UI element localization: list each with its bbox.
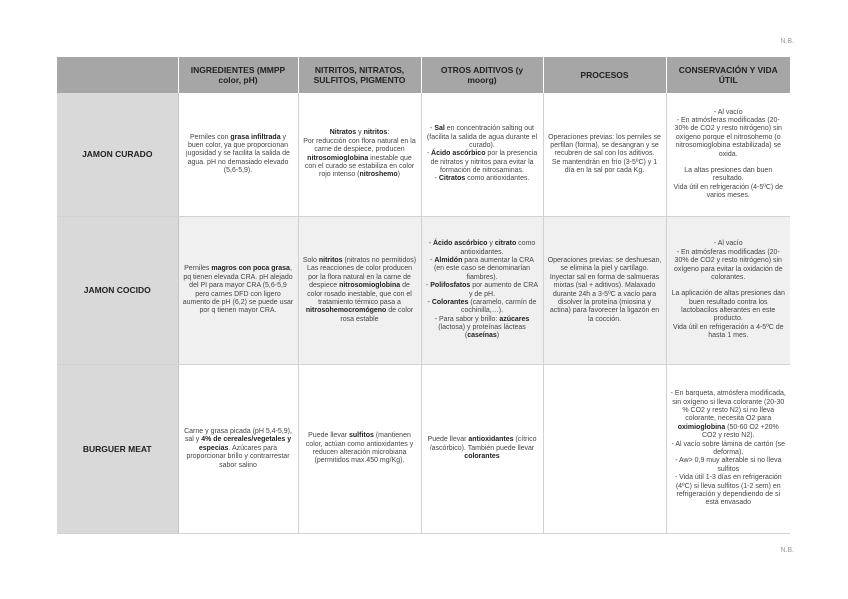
cell-paragraph (183, 265, 294, 315)
cell-procesos (543, 365, 666, 534)
row-label: JAMON COCIDO (57, 217, 178, 365)
cell-text: Puede llevar (427, 436, 469, 444)
cell-bold-text: 4% de cereales/vegetales y especias (198, 436, 292, 452)
header-nitritos: NITRITOS, NITRATOS, SULFITOS, PIGMENTO (298, 57, 421, 93)
page-label-bottom: N.B. (780, 547, 794, 554)
cell-text: Perniles con (189, 133, 231, 141)
row-label: BURGUER MEAT (57, 365, 178, 534)
cell-bold-text: antioxidantes (468, 436, 514, 444)
cell-paragraph (671, 390, 787, 507)
cell-text: para aumentar la CRA (en este caso se denominarían fiambres). (433, 256, 534, 281)
cell-bold-text: colorantes (464, 453, 500, 461)
cell-text: - Al vacío sobre lámina de cartón (se deforma). (671, 440, 786, 456)
cell-procesos (543, 93, 666, 217)
cell-bold-text: citrato (494, 240, 517, 248)
cell-paragraph (548, 257, 662, 324)
cell-text: La altas presiones dan buen resultado. (684, 166, 773, 183)
cell-paragraph (183, 428, 294, 470)
cell-paragraph (671, 109, 787, 159)
table-row (57, 365, 790, 534)
cell-bold-text: nitritos (363, 129, 388, 137)
cell-nitritos (298, 365, 421, 534)
cell-text: como antioxidantes. (465, 175, 530, 183)
cell-bold-text: nitrosomioglobina (339, 282, 401, 290)
table-row (57, 217, 790, 365)
cell-bold-text: nitroshemo (359, 171, 398, 179)
cell-nitritos (298, 217, 421, 365)
cell-text: Inyectar sal en forma de salmueras mixtas (sal + aditivos). Malaxado durante 24h a 3-5ºC a vacío para disolver la proteína (miosina y actina) para favorecer la ligazón en la cocción. (549, 273, 660, 323)
cell-text: Las reacciones de color producen por la flora natural en la carne de despiece (306, 265, 413, 290)
cell-text: - (427, 298, 432, 306)
cell-text: inestable que con el curado se estabiliza en color rojo intenso ( (304, 154, 415, 179)
cell-text: - Al vacío (713, 108, 743, 116)
header-row (57, 57, 790, 93)
cell-text: (cítrico /ascórbico). También puede llevar (429, 436, 537, 452)
cell-text: - (430, 256, 435, 264)
cell-bold-text: Almidón (434, 256, 463, 264)
cell-paragraph (671, 167, 787, 201)
cell-otros-aditivos (421, 93, 543, 217)
cell-text: Carne y grasa picada (pH 5,4-5,9), sal y (184, 428, 292, 444)
cell-bold-text: nitrosomioglobina (307, 154, 369, 162)
row-label: JAMON CURADO (57, 93, 178, 217)
table-row (57, 93, 790, 217)
cell-text: Por reducción con flora natural en la carne de despiece, producen (303, 137, 416, 154)
cell-bold-text: Nitratos (329, 129, 357, 137)
cell-otros-aditivos (421, 365, 543, 534)
cell-text: (mantienen color, actúan como antioxidantes y reducen alteración microbiana (permitidos max.450 mg/Kg). (305, 432, 414, 465)
cell-text: de color rosa estable (340, 307, 414, 323)
cell-text: Perniles (184, 265, 212, 273)
cell-text: por aumento de CRA y de pH. (468, 282, 539, 298)
cell-text: - (425, 282, 431, 290)
cell-text: y (487, 240, 495, 248)
header-corner (57, 57, 178, 93)
cell-text: - (430, 125, 435, 133)
cell-bold-text: Citratos (438, 175, 466, 183)
header-procesos: PROCESOS (543, 57, 666, 93)
cell-text: como antioxidantes. (460, 240, 536, 256)
cell-text: - Al vacío (713, 240, 743, 248)
header-ingredientes: INGREDIENTES (MMPP color, pH) (178, 57, 298, 93)
cell-text: (nitratos no permitidos) (342, 256, 417, 264)
cell-paragraph (426, 240, 539, 341)
cell-text: por la presencia de nitratos y nitritos para evitar la formación de nitrosaminas. (430, 150, 538, 175)
cell-nitritos (298, 93, 421, 217)
cell-ingredientes (178, 93, 298, 217)
cell-text: de color rosado inestable, que con el tratamiento térmico pasa a (307, 282, 412, 306)
cell-text: - (426, 150, 432, 158)
cell-ingredientes (178, 365, 298, 534)
cell-paragraph (426, 125, 539, 184)
cell-text: , pq tienen elevada CRA. pH alejado del PI para mayor CRA (5,6-5,9 pero carnes DFD con ligero aumento de pH (6,2) se puede usar por q tienen mayor CRA. (182, 265, 294, 315)
cell-paragraph (671, 290, 787, 340)
cell-text: - Para sabor y brillo: (434, 315, 500, 323)
cell-text: - (428, 240, 433, 248)
cell-conservacion (666, 365, 790, 534)
cell-bold-text: Ácido ascórbico (432, 240, 488, 248)
meat-products-table (57, 57, 790, 534)
cell-text: - Vida útil 1-3 días en refrigeración (4ºC) si lleva sulfitos (1-2 sem) en refrigeración y dependiendo de si está envasado (674, 474, 782, 507)
cell-paragraph (303, 257, 417, 324)
page-label-top: N.B. (780, 38, 794, 45)
cell-text: ) (397, 171, 400, 179)
cell-text: : (387, 129, 390, 137)
cell-text: (caramelo, carmín de cochinilla,…). (460, 298, 537, 315)
cell-text: Vida útil en refrigeración a 4-5ºC de hasta 1 mes. (672, 323, 784, 340)
cell-bold-text: oximioglobina (677, 423, 726, 431)
cell-bold-text: Colorantes (431, 298, 469, 306)
cell-text: - En atmósferas modificadas (20-30% de CO2 y resto nitrógeno) sin oxígeno porque el nitrosohemo (o nitrosomioglobina estabilizada) se oxida. (674, 116, 782, 158)
header-conservacion: CONSERVACIÓN Y VIDA ÚTIL (666, 57, 790, 93)
cell-paragraph (548, 134, 662, 176)
cell-text: Operaciones previas: los perniles se perfilan (forma), se desangran y se recubren de sal con los aditivos. (548, 133, 661, 158)
cell-otros-aditivos (421, 217, 543, 365)
cell-text: . Azúcares para proporcionar brillo y contrarrestar sabor salino (186, 444, 290, 469)
cell-text: - Aw> 0,9 muy alterable si no lleva sulfitos (675, 457, 782, 473)
cell-paragraph (426, 436, 539, 461)
cell-paragraph (303, 129, 417, 179)
cell-text: (50-60 O2 +20% CO2 y resto N2). (701, 423, 779, 440)
cell-text: - En barqueta, atmósfera modificada, sin oxígeno si lleva colorante (20-30 % CO2 y resto N2) si no lleva colorante, necesita O2 para (670, 390, 786, 423)
cell-bold-text: grasa infiltrada (230, 133, 281, 141)
cell-text: (lactosa) y proteínas lácteas ( (438, 324, 526, 340)
cell-ingredientes (178, 217, 298, 365)
cell-bold-text: caseínas (467, 332, 497, 340)
cell-text: en concentración salting out (facilita la salida de agua durante el curado). (426, 125, 538, 149)
cell-text: - En atmósferas modificadas (20-30% de CO2 y resto nitrógeno) sin oxígeno para evitar la oxidación de colorantes. (673, 248, 783, 281)
cell-bold-text: azúcares (499, 315, 530, 323)
cell-bold-text: Polifosfatos (430, 282, 471, 290)
cell-text: Vida útil en refrigeración (4-5ºC) de varios meses. (673, 183, 783, 200)
cell-text: Puede llevar (308, 432, 349, 440)
cell-text: y buen color, ya que proporcionan jugosidad y se facilita la salida de agua. pH no demasiado elevado (5,6-5,9). (186, 133, 290, 175)
cell-text: La aplicación de altas presiones dan buen resultado contra los lactobacilos alterantes en este producto. (671, 290, 785, 323)
header-otros-aditivos: OTROS ADITIVOS (y moorg) (421, 57, 543, 93)
cell-paragraph (671, 240, 787, 282)
cell-text: Operaciones previas: se deshuesan, se elimina la piel y cartílago. (547, 256, 662, 273)
cell-bold-text: Sal (434, 125, 445, 133)
cell-bold-text: magros con poca grasa (211, 265, 290, 273)
cell-text: y (356, 129, 364, 137)
cell-text: - (434, 175, 439, 183)
cell-paragraph (303, 432, 417, 466)
cell-conservacion (666, 217, 790, 365)
cell-text: ) (496, 332, 500, 340)
cell-text: Solo (302, 256, 319, 264)
cell-text: Se mantendrán en frío (3-5ºC) y 1 día en la sal por cada Kg. (551, 158, 658, 175)
cell-procesos (543, 217, 666, 365)
cell-bold-text: nitrosohemocromógeno (305, 307, 387, 315)
cell-bold-text: Ácido ascórbico (431, 150, 486, 158)
cell-conservacion (666, 93, 790, 217)
cell-bold-text: nitritos (318, 256, 343, 264)
cell-bold-text: sulfitos (349, 432, 374, 440)
cell-paragraph (183, 134, 294, 176)
